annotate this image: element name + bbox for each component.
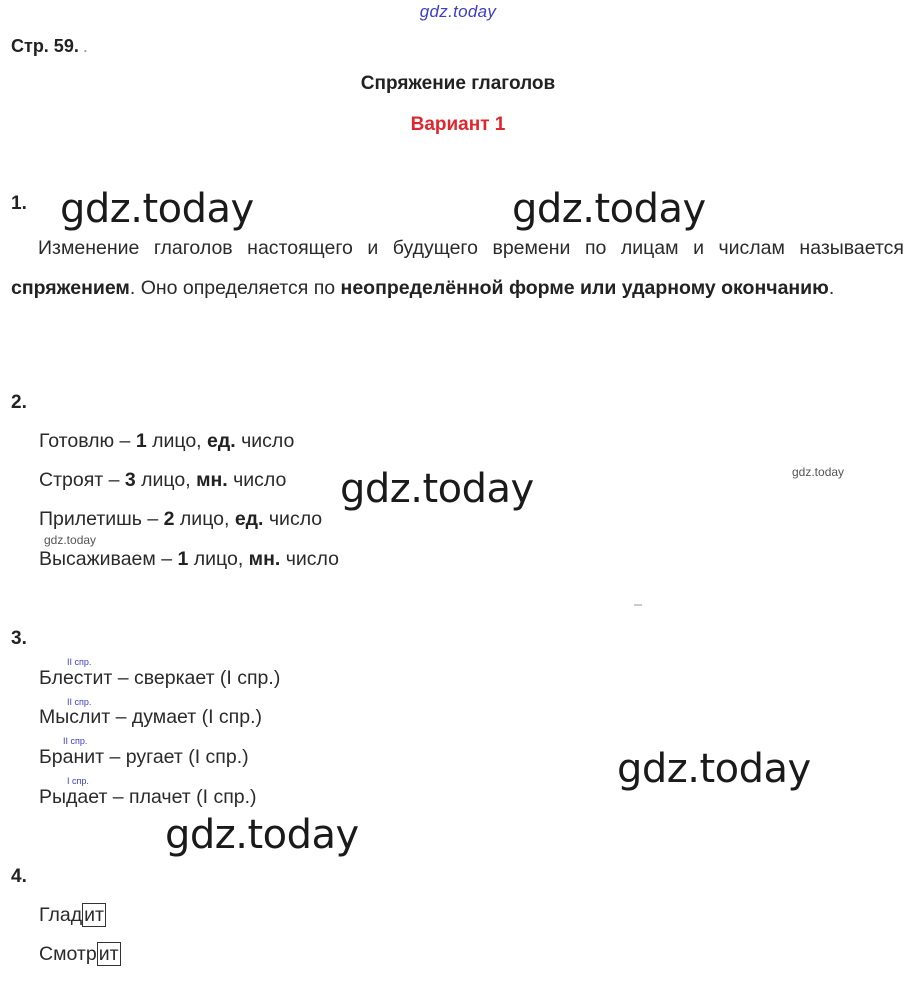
variant-title: Вариант 1	[410, 114, 506, 135]
watermark-small-2: gdz.today	[44, 533, 97, 547]
task2-row: Готовлю – 1 лицо, ед. число	[39, 430, 295, 452]
task2-row: Прилетишь – 2 лицо, ед. число	[39, 508, 323, 530]
task3-row: Блестит – сверкает (I спр.)	[39, 667, 281, 689]
word-stem: Смотр	[39, 943, 97, 965]
task3-row: Рыдает – плачет (I спр.)	[39, 786, 257, 808]
page-number-text: Стр. 59.	[11, 36, 79, 56]
watermark-3: gdz.today	[340, 466, 534, 512]
page-number-dot: .	[82, 36, 88, 56]
conjugation-mark: II спр.	[67, 697, 92, 707]
conjugation-mark: II спр.	[67, 657, 92, 667]
task4-row	[39, 904, 106, 927]
task1-text-2: . Оно определяется по	[129, 277, 341, 299]
task1-number: 1.	[11, 193, 27, 214]
page-title: Спряжение глаголов	[360, 73, 556, 94]
conjugation-mark: I спр.	[67, 776, 89, 786]
ending-box: ит	[98, 943, 119, 965]
word-stem: Глад	[39, 904, 83, 926]
watermark-small-1: gdz.today	[792, 465, 845, 479]
watermark-5: gdz.today	[165, 812, 359, 858]
task1-bold-2: неопределённой форме или ударному окончанию	[340, 277, 829, 299]
scan-speck	[634, 604, 642, 606]
task1-text-1: Изменение глаголов настоящего и будущего времени по лицам и числам называется	[38, 237, 904, 259]
task2-number: 2.	[11, 392, 27, 413]
ending-box: ит	[84, 904, 104, 926]
task3-number: 3.	[11, 628, 27, 649]
watermark-2: gdz.today	[512, 186, 706, 232]
watermark-1: gdz.today	[60, 186, 254, 232]
task4-number: 4.	[11, 866, 27, 887]
watermark-top: gdz.today	[419, 2, 497, 21]
watermark-4: gdz.today	[617, 746, 811, 792]
task1-paragraph	[11, 228, 904, 308]
page-number	[11, 36, 88, 57]
task3-row: Мыслит – думает (I спр.)	[39, 706, 262, 728]
task1-text-3: .	[828, 277, 835, 299]
task1-bold-1: спряжением	[11, 277, 130, 299]
conjugation-mark: II спр.	[63, 736, 88, 746]
task2-row: Высаживаем – 1 лицо, мн. число	[39, 548, 339, 570]
task2-row: Строят – 3 лицо, мн. число	[39, 469, 287, 491]
task3-row: Бранит – ругает (I спр.)	[39, 746, 249, 768]
task4-row	[39, 943, 121, 966]
